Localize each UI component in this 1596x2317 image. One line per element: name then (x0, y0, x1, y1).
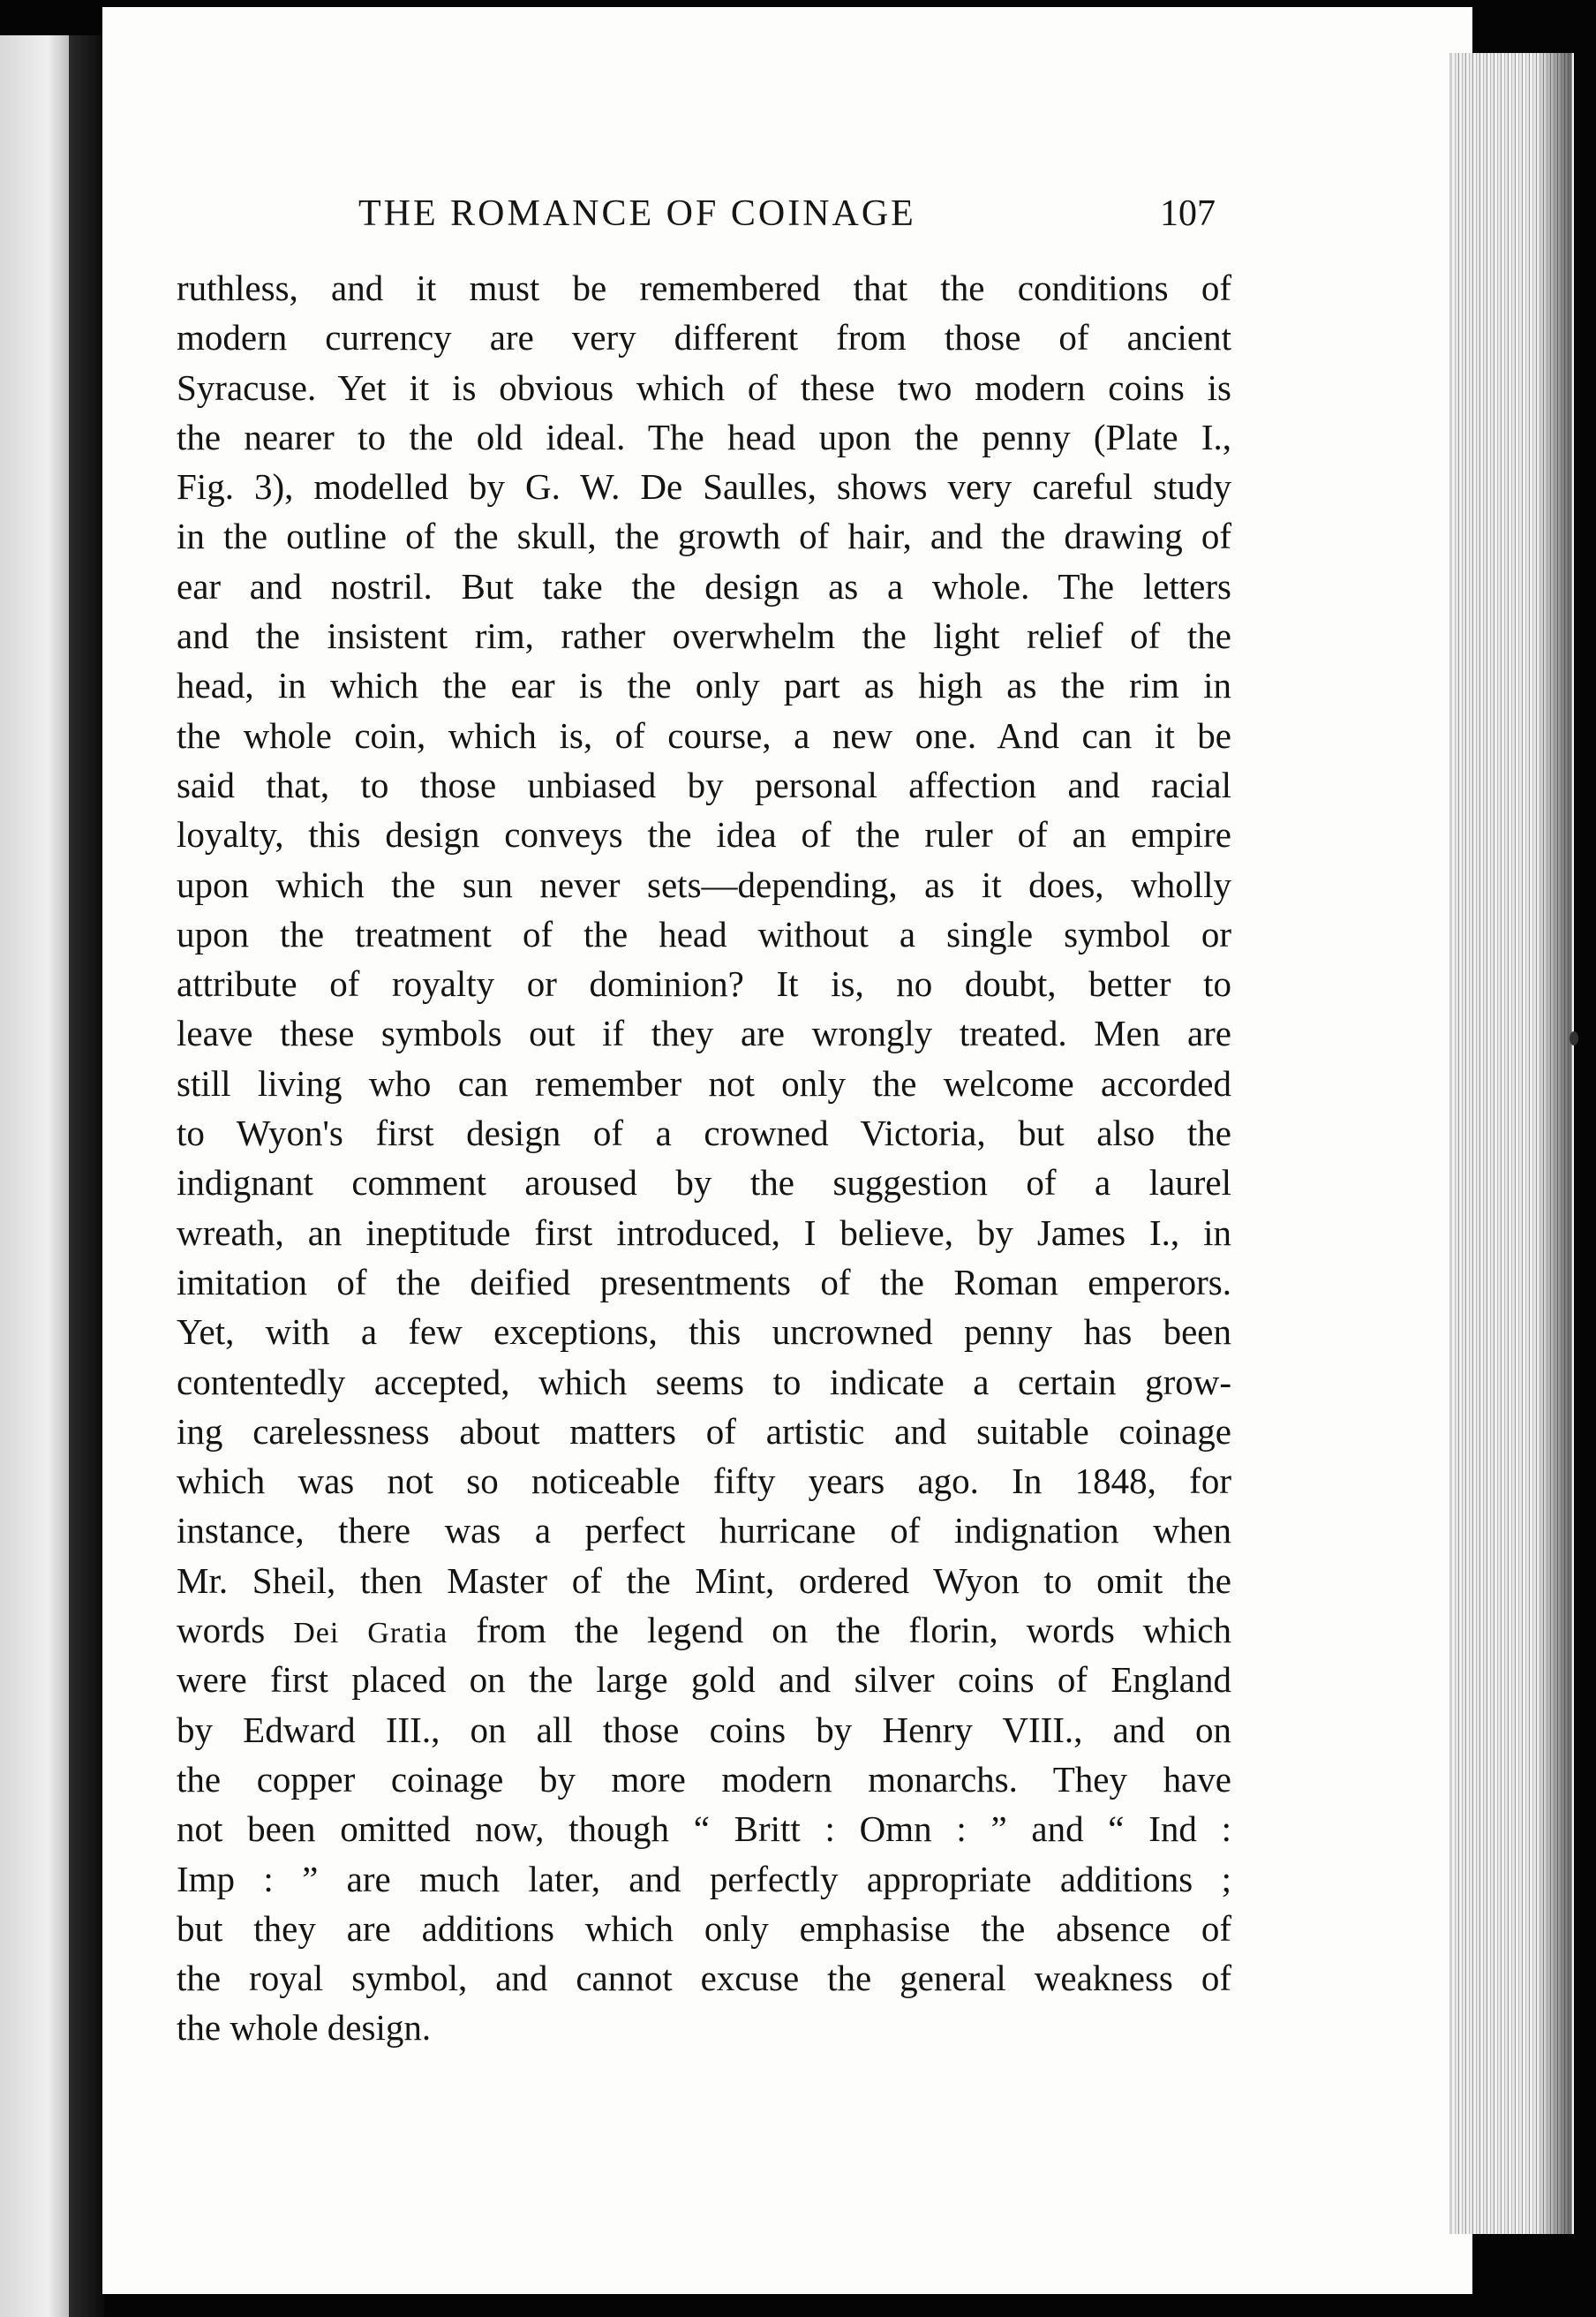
text-line: Mr. Sheil, then Master of the Mint, ordered Wyon to omit the (177, 1559, 1231, 1601)
text-line: the royal symbol, and cannot excuse the general weakness of (177, 1958, 1231, 1999)
text-line: Yet, with a few exceptions, this uncrowned penny has been (177, 1311, 1231, 1353)
text-line-dei-gratia (177, 1605, 1231, 1655)
running-header (177, 192, 1231, 245)
gutter-shadow (69, 35, 104, 2317)
text-line: but they are additions which only emphasise the absence of (177, 1907, 1231, 1949)
text-line: contentedly accepted, which seems to indicate a certain grow- (177, 1361, 1231, 1402)
text-line: ear and nostril. But take the design as a whole. The letters (177, 565, 1231, 607)
line-segment: from the legend on the florin, words which (448, 1610, 1232, 1651)
text-line: Syracuse. Yet it is obvious which of these two modern coins is (177, 366, 1231, 408)
text-line: and the insistent rim, rather overwhelm the light relief of the (177, 615, 1231, 657)
text-line: were first placed on the large gold and silver coins of England (177, 1659, 1231, 1701)
small-caps-dei: Dei (293, 1617, 340, 1650)
text-line: loyalty, this design conveys the idea of the ruler of an empire (177, 814, 1231, 856)
text-line: by Edward III., on all those coins by Henry VIII., and on (177, 1709, 1231, 1750)
text-line: the whole coin, which is, of course, a new one. And can it be (177, 714, 1231, 756)
text-line: upon which the sun never sets—depending, as it does, wholly (177, 864, 1231, 905)
line-segment: words (177, 1610, 294, 1651)
text-line: still living who can remember not only the welcome accorded (177, 1062, 1231, 1104)
fore-edge-shadow (1536, 53, 1571, 2234)
text-line: head, in which the ear is the only part as high as the rim in (177, 665, 1231, 706)
text-line: the nearer to the old ideal. The head upon the penny (Plate I., (177, 416, 1231, 457)
text-line: Fig. 3), modelled by G. W. De Saulles, shows very careful study (177, 466, 1231, 508)
small-caps-gratia: Gratia (367, 1617, 448, 1650)
body-text (177, 263, 1231, 2053)
text-line: ruthless, and it must be remembered that the conditions of (177, 268, 1231, 308)
text-line: instance, there was a perfect hurricane of indignation when (177, 1510, 1231, 1551)
page-number: 107 (1160, 193, 1216, 234)
text-line: wreath, an ineptitude first introduced, I believe, by James I., in (177, 1211, 1231, 1253)
text-line: upon the treatment of the head without a single symbol or (177, 913, 1231, 955)
text-line: which was not so noticeable fifty years ago. In 1848, for (177, 1460, 1231, 1502)
text-line: imitation of the deified presentments of the Roman emperors. (177, 1261, 1231, 1302)
text-line: ing carelessness about matters of artistic and suitable coinage (177, 1410, 1231, 1452)
text-line: modern currency are very different from those of ancient (177, 317, 1231, 358)
text-line: said that, to those unbiased by personal affection and racial (177, 764, 1231, 805)
text-line-last: the whole design. (177, 2007, 432, 2049)
running-title: THE ROMANCE OF COINAGE (358, 193, 916, 234)
text-line: to Wyon's first design of a crowned Victoria, but also the (177, 1113, 1231, 1154)
text-line: Imp : ” are much later, and perfectly appropriate additions ; (177, 1858, 1231, 1899)
text-line: not been omitted now, though “ Britt : Omn : ” and “ Ind : (177, 1808, 1231, 1850)
text-line: the copper coinage by more modern monarchs. They have (177, 1758, 1231, 1800)
text-line: in the outline of the skull, the growth of hair, and the drawing of (177, 516, 1231, 557)
text-line: attribute of royalty or dominion? It is, no doubt, better to (177, 963, 1231, 1005)
dust-speck (1570, 1031, 1578, 1045)
text-line: leave these symbols out if they are wrongly treated. Men are (177, 1013, 1231, 1054)
text-line: indignant comment aroused by the suggestion of a laurel (177, 1162, 1231, 1204)
previous-page-edge (0, 35, 69, 2317)
